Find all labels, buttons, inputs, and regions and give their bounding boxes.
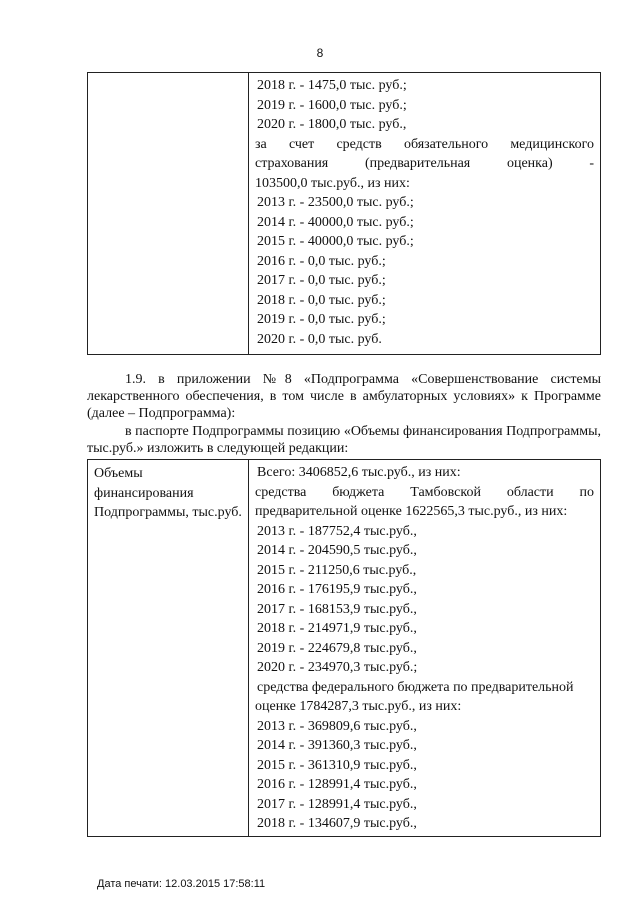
year-line: 2018 г. - 1475,0 тыс. руб.;: [257, 78, 407, 93]
year-line: 2018 г. - 214971,9 тыс.руб.,: [257, 621, 417, 636]
oms-heading-line: [255, 135, 594, 155]
word: страхования: [255, 156, 329, 171]
year-line: 2015 г. - 211250,6 тыс.руб.,: [257, 562, 417, 578]
year-line: 2019 г. - 0,0 тыс. руб.;: [257, 312, 386, 327]
funding-label-cell: [88, 460, 249, 837]
word: бюджета: [332, 484, 385, 500]
regional-total-line: предварительной оценке 1622565,3 тыс.руб., из них:: [255, 504, 568, 519]
year-line: 2013 г. - 23500,0 тыс. руб.;: [257, 195, 414, 210]
word: счет: [288, 136, 315, 152]
year-line: 2014 г. - 40000,0 тыс. руб.;: [257, 214, 414, 230]
amendment-paragraph: 1.9. в приложении №8 «Подпрограмма «Совершенствование системы лекарственного обеспечения, в том числе в амбулаторных условиях» к Программе (далее – Подпрограмма):: [87, 372, 601, 421]
funding-table-continued: [87, 72, 601, 355]
funding-table: [87, 459, 601, 837]
year-line: 2014 г. - 391360,3 тыс.руб.,: [257, 738, 417, 753]
word: по: [579, 484, 594, 500]
word: средств: [336, 136, 382, 152]
word: за: [255, 136, 267, 152]
year-line: 2020 г. - 234970,3 тыс.руб.;: [257, 660, 418, 675]
word: средства: [255, 484, 307, 500]
word: -: [589, 156, 594, 171]
total-line: Всего: 3406852,6 тыс.руб., из них:: [257, 465, 461, 480]
federal-total-line: оценке 1784287,3 тыс.руб., из них:: [255, 699, 462, 714]
year-line: 2016 г. - 0,0 тыс. руб.;: [257, 253, 386, 269]
year-line: 2019 г. - 1600,0 тыс. руб.;: [257, 97, 407, 113]
year-line: 2018 г. - 0,0 тыс. руб.;: [257, 292, 386, 308]
year-line: 2016 г. - 176195,9 тыс.руб.,: [257, 582, 417, 597]
year-line: 2016 г. - 128991,4 тыс.руб.,: [257, 777, 417, 792]
year-line: 2013 г. - 369809,6 тыс.руб.,: [257, 718, 417, 734]
passport-paragraph: в паспорте Подпрограммы позицию «Объемы финансирования Подпрограммы, тыс.руб.» изложить в следующей редакции:: [87, 424, 601, 456]
word: оценка): [506, 156, 553, 171]
word: обязательного: [403, 136, 489, 152]
word: медицинского: [510, 136, 594, 152]
print-date-footer: Дата печати: 12.03.2015 17:58:11: [97, 878, 266, 890]
oms-heading-line-2: [255, 154, 594, 174]
year-line: 2015 г. - 40000,0 тыс. руб.;: [257, 234, 414, 249]
funding-values-cell: [249, 73, 601, 355]
page-number: 8: [316, 46, 324, 60]
empty-label-cell: [88, 73, 249, 355]
federal-heading-line: средства федерального бюджета по предварительной: [257, 679, 574, 695]
year-line: 2017 г. - 0,0 тыс. руб.;: [257, 273, 386, 288]
year-line: 2014 г. - 204590,5 тыс.руб.,: [257, 543, 417, 558]
year-line: 2020 г. - 1800,0 тыс. руб.,: [257, 117, 407, 132]
funding-label: Объемы финансирования Подпрограммы, тыс.руб.: [94, 466, 242, 520]
funding-values-cell: [249, 460, 601, 837]
regional-heading-line: [255, 483, 594, 503]
year-line: 2017 г. - 128991,4 тыс.руб.,: [257, 796, 417, 812]
year-line: 2013 г. - 187752,4 тыс.руб.,: [257, 523, 417, 539]
year-line: 2015 г. - 361310,9 тыс.руб.,: [257, 757, 417, 773]
oms-total-line: 103500,0 тыс.руб., из них:: [255, 175, 410, 191]
word: (предварительная: [364, 156, 471, 171]
year-line: 2020 г. - 0,0 тыс. руб.: [257, 331, 382, 347]
year-line: 2018 г. - 134607,9 тыс.руб.,: [257, 816, 417, 831]
year-line: 2019 г. - 224679,8 тыс.руб.,: [257, 640, 417, 656]
word: Тамбовской: [410, 484, 481, 500]
word: области: [506, 484, 554, 500]
year-line: 2017 г. - 168153,9 тыс.руб.,: [257, 601, 417, 617]
